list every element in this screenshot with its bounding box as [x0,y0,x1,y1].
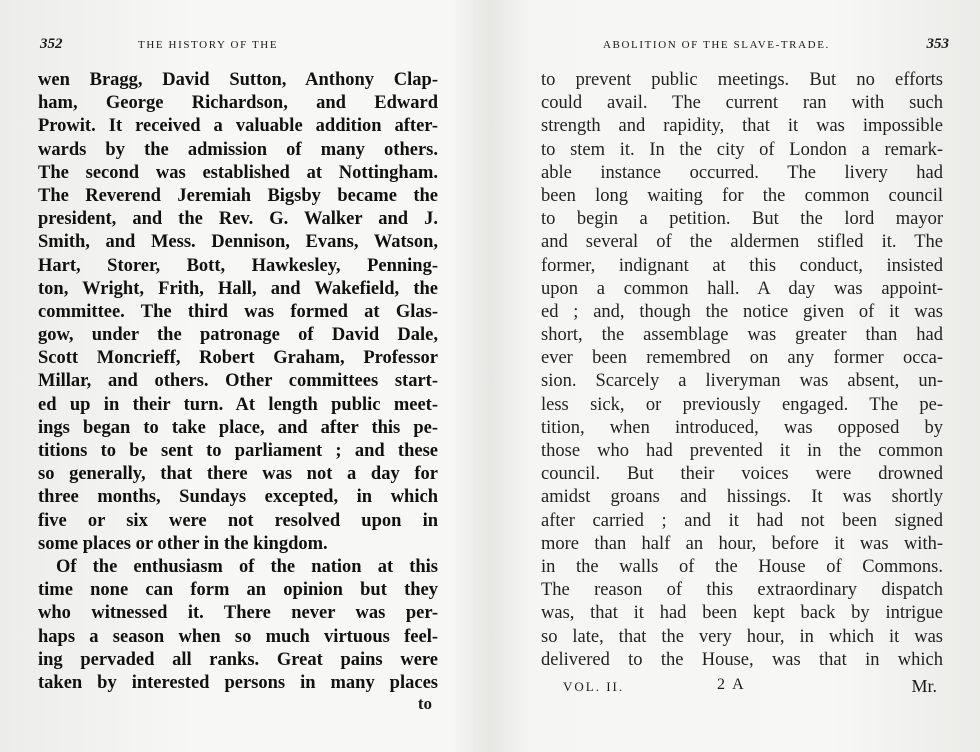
text-line: The second was established at Nottingham. [38,162,438,183]
text-line: to prevent public meetings. But no efforts [541,70,943,90]
text-line: so late, that the very hour, in which it was [541,626,943,647]
text-line: titions to be sent to parliament ; and these [38,441,438,461]
text-line: ings began to take place, and after this pe- [38,417,438,438]
text-line: taken by interested persons in many places [38,672,438,693]
text-line: gow, under the patronage of David Dale, [38,325,438,346]
page-number: 352 [40,36,63,52]
running-head-title: ABOLITION OF THE SLAVE-TRADE. [603,39,830,51]
text-line: former, indignant at this conduct, insisted [541,255,943,276]
text-line: to begin a petition. But the lord mayor [541,209,943,230]
text-line: been long waiting for the common council [541,185,943,206]
running-head-title: THE HISTORY OF THE [138,39,279,51]
text-line: amidst groans and hissings. It was shortly [541,487,943,508]
right-page [541,0,949,752]
text-line: so generally, that there was not a day for [38,464,438,485]
text-line: and several of the aldermen stifled it. The [541,232,943,253]
text-line: less sick, or previously engaged. The pe- [541,394,943,415]
text-line: president, and the Rev. G. Walker and J. [38,209,438,230]
catchword: Mr. [911,676,937,696]
text-line: The reason of this extraordinary dispatch [541,580,943,601]
text-line: Smith, and Mess. Dennison, Evans, Watson, [38,232,438,253]
running-head [541,36,949,56]
text-line: upon a common hall. A day was appoint- [541,278,943,299]
text-line: tition, when introduced, was opposed by [541,417,943,438]
text-line: delivered to the House, was that in which [541,649,943,670]
text-line: Millar, and others. Other committees start- [38,371,438,392]
page-body [541,69,943,672]
text-line: after carried ; and it had not been signed [541,510,943,531]
text-line: Prowit. It received a valuable addition after- [38,116,438,137]
left-page [38,0,438,752]
text-line: three months, Sundays excepted, in which [38,487,438,508]
page-body [38,69,438,695]
text-line: wen Bragg, David Sutton, Anthony Clap- [38,70,438,90]
text-line: those who had prevented it in the common [541,441,943,461]
text-line: ing pervaded all ranks. Great pains were [38,649,438,670]
page-number: 353 [926,36,949,52]
text-line: could avail. The current ran with such [541,93,943,114]
catchword: to [417,694,432,713]
text-line: Scott Moncrieff, Robert Graham, Professor [38,348,438,369]
text-line: ed ; and, though the notice given of it was [541,301,943,322]
text-line: ever been remembred on any former occa- [541,348,943,369]
text-line: committee. The third was formed at Glas- [38,301,438,322]
text-line: more than half an hour, before it was with- [541,533,943,554]
text-line: Hart, Storer, Bott, Hawkesley, Penning- [38,255,438,276]
text-line: to stem it. In the city of London a remark- [541,139,943,160]
paragraph-first-line: Of the enthusiasm of the nation at this [56,556,438,577]
running-head [38,36,438,56]
text-line: was, that it had been kept back by intrigue [541,603,943,624]
text-line: ham, George Richardson, and Edward [38,93,438,114]
text-line: five or six were not resolved upon in [38,510,438,531]
text-line: in the walls of the House of Commons. [541,556,943,577]
signature-mark: 2 A [717,676,746,693]
text-line: who witnessed it. There never was per- [38,603,438,624]
volume-label: VOL. II. [563,679,625,694]
text-line: haps a season when so much virtuous feel- [38,626,438,647]
text-line: ed up in their turn. At length public meet- [38,394,438,415]
text-line: sion. Scarcely a liveryman was absent, un- [541,371,943,392]
text-line: able instance occurred. The livery had [541,162,943,183]
page-footer [541,676,943,700]
text-line: The Reverend Jeremiah Bigsby became the [38,185,438,206]
text-line: council. But their voices were drowned [541,464,943,485]
text-line: some places or other in the kingdom. [38,533,328,554]
text-line: wards by the admission of many others. [38,139,438,160]
text-line: time none can form an opinion but they [38,580,438,601]
text-line: short, the assemblage was greater than had [541,325,943,346]
text-line: ton, Wright, Frith, Hall, and Wakefield, the [38,278,438,299]
text-line: strength and rapidity, that it was impossible [541,116,943,137]
